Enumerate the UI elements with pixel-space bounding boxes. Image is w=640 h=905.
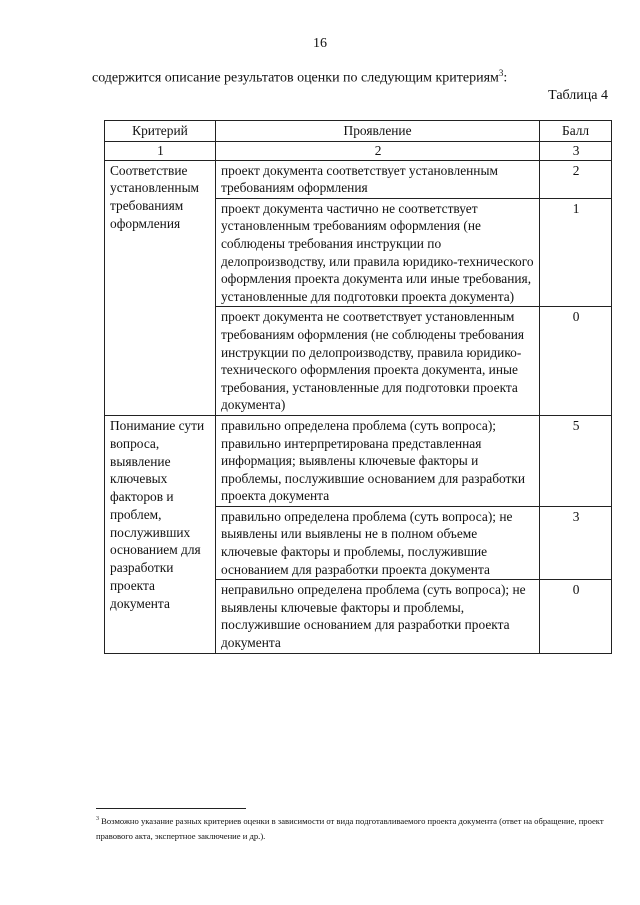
footnote <box>96 812 612 844</box>
manifestation-cell: неправильно определена проблема (суть вопроса); не выявлены ключевые факторы и проблемы, послужившие основанием для разработки проекта документа <box>215 580 539 653</box>
table-header-row <box>105 121 612 142</box>
intro-paragraph <box>92 68 507 87</box>
header-criterion: Критерий <box>105 121 216 142</box>
header-score: Балл <box>540 121 612 142</box>
manifestation-cell: правильно определена проблема (суть вопроса); правильно интерпретирована представленная информация; выявлены ключевые факторы и проблемы, послужившие основанием для разработки проекта документа <box>215 415 539 506</box>
column-number: 1 <box>105 141 216 160</box>
footnote-text: Возможно указание разных критериев оценки в зависимости от вида подготавливаемого проекта документа (ответ на обращение, проект правового акта, экспертное заключение и др.). <box>96 815 604 841</box>
intro-text: содержится описание результатов оценки по следующим критериям <box>92 70 499 86</box>
footnote-reference[interactable]: 3 <box>498 68 504 78</box>
score-cell: 5 <box>540 415 612 506</box>
score-cell: 3 <box>540 506 612 579</box>
score-cell: 0 <box>540 580 612 653</box>
table-caption: Таблица 4 <box>548 88 608 103</box>
footnote-mark: 3 <box>96 816 99 822</box>
score-cell: 0 <box>540 307 612 416</box>
table-row <box>105 415 612 506</box>
header-manifestation: Проявление <box>215 121 539 142</box>
criterion-cell: Понимание сути вопроса, выявление ключевых факторов и проблем, послуживших основанием для разработки проекта документа <box>105 415 216 653</box>
criterion-cell: Соответствие установленным требованиям оформления <box>105 160 216 415</box>
score-cell: 2 <box>540 160 612 198</box>
column-number: 2 <box>215 141 539 160</box>
manifestation-cell: проект документа частично не соответствует установленным требованиям оформления (не соблюдены требования инструкции по делопроизводству, или правила юридико-технического оформления проекта документа или иные требования, установленные для подготовки проекта документа) <box>215 198 539 307</box>
score-cell: 1 <box>540 198 612 307</box>
column-number: 3 <box>540 141 612 160</box>
intro-suffix: : <box>503 70 508 86</box>
page-number: 16 <box>313 36 327 51</box>
table-row <box>105 160 612 198</box>
manifestation-cell: проект документа не соответствует установленным требованиям оформления (не соблюдены требования инструкции по делопроизводству, правила юридико-технического оформления проекта документа, иные требования, установленные для подготовки проекта документа) <box>215 307 539 416</box>
criteria-table <box>104 120 612 654</box>
column-number-row <box>105 141 612 160</box>
manifestation-cell: правильно определена проблема (суть вопроса); не выявлены или выявлены не в полном объеме ключевые факторы и проблемы, послужившие основанием для разработки проекта документа <box>215 506 539 579</box>
manifestation-cell: проект документа соответствует установленным требованиям оформления <box>215 160 539 198</box>
footnote-divider <box>96 808 246 809</box>
